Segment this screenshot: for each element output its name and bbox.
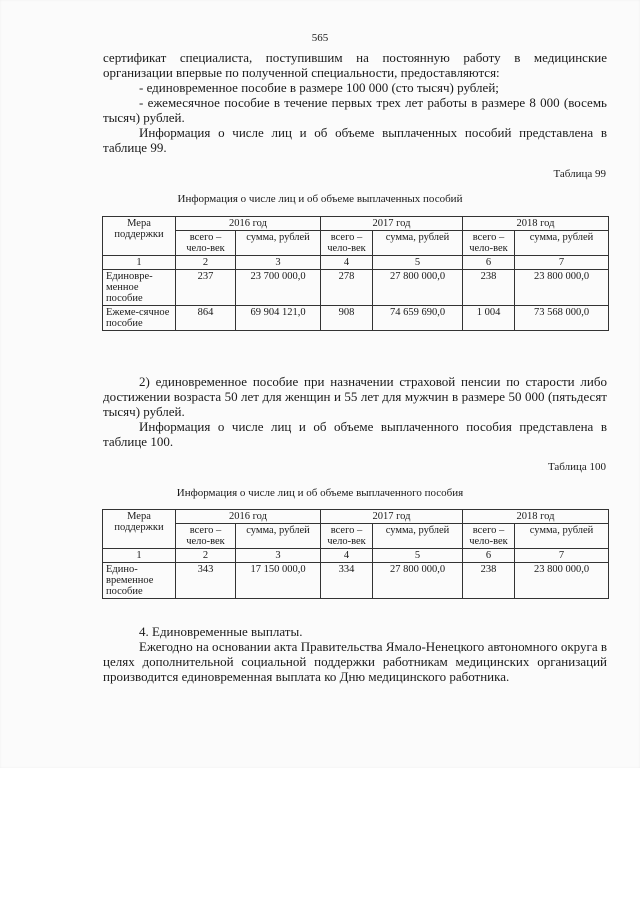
- table100-column-numbers: [103, 549, 609, 563]
- table100-subheader-sum: сумма, рублей: [515, 524, 609, 549]
- table99-header-year: 2016 год: [176, 217, 321, 231]
- table100-label: Таблица 100: [547, 461, 606, 473]
- table100-header-year: 2017 год: [321, 510, 463, 524]
- cell-people: 864: [176, 306, 236, 331]
- table100-header-year: 2016 год: [176, 510, 321, 524]
- table99-subheader-sum: сумма, рублей: [236, 231, 321, 256]
- cell-sum: 17 150 000,0: [236, 563, 321, 599]
- table-row: [103, 563, 609, 599]
- col-number: 5: [373, 549, 463, 563]
- table99-header-year: 2017 год: [321, 217, 463, 231]
- page-number: 565: [311, 32, 329, 44]
- table99-title: Информация о числе лиц и об объеме выплаченных пособий: [177, 193, 463, 205]
- cell-sum: 73 568 000,0: [515, 306, 609, 331]
- table99-header-year: 2018 год: [463, 217, 609, 231]
- table100-subheader-sum: сумма, рублей: [373, 524, 463, 549]
- col-number: 7: [515, 549, 609, 563]
- intro-info-table99: Информация о числе лиц и об объеме выплаченных пособий представлена в таблице 99.: [103, 125, 607, 155]
- table99-column-numbers: [103, 256, 609, 270]
- cell-sum: 69 904 121,0: [236, 306, 321, 331]
- table100-title: Информация о числе лиц и об объеме выплаченного пособия: [176, 487, 464, 499]
- cell-people: 237: [176, 270, 236, 306]
- table99-subheader-people: всего – чело-век: [321, 231, 373, 256]
- cell-sum: 27 800 000,0: [373, 270, 463, 306]
- table99-subheader-sum: сумма, рублей: [373, 231, 463, 256]
- table-row: [103, 270, 609, 306]
- table99-subheader-people: всего – чело-век: [463, 231, 515, 256]
- cell-people: 278: [321, 270, 373, 306]
- cell-people: 238: [463, 270, 515, 306]
- cell-sum: 23 800 000,0: [515, 563, 609, 599]
- col-number: 1: [103, 256, 176, 270]
- middle-block: [103, 374, 607, 449]
- cell-people: 1 004: [463, 306, 515, 331]
- table-99: [102, 216, 609, 331]
- cell-people: 238: [463, 563, 515, 599]
- col-number: 3: [236, 256, 321, 270]
- intro-bullet-monthly: - ежемесячное пособие в течение первых трех лет работы в размере 8 000 (восемь тысяч) рублей.: [103, 95, 607, 125]
- intro-block: [103, 50, 607, 155]
- col-number: 7: [515, 256, 609, 270]
- row-measure: Едино-временное пособие: [103, 563, 176, 599]
- table99-subheader-sum: сумма, рублей: [515, 231, 609, 256]
- cell-sum: 23 700 000,0: [236, 270, 321, 306]
- table-row: [103, 306, 609, 331]
- col-number: 4: [321, 549, 373, 563]
- table99-header-measure: Мера поддержки: [103, 217, 176, 256]
- table100-subheader-sum: сумма, рублей: [236, 524, 321, 549]
- ending-block: [103, 624, 607, 684]
- col-number: 2: [176, 549, 236, 563]
- cell-people: 334: [321, 563, 373, 599]
- col-number: 6: [463, 256, 515, 270]
- col-number: 5: [373, 256, 463, 270]
- col-number: 4: [321, 256, 373, 270]
- intro-bullet-lump-sum: - единовременное пособие в размере 100 000 (сто тысяч) рублей;: [139, 80, 499, 95]
- row-measure: Единовре-менное пособие: [103, 270, 176, 306]
- item2-paragraph: 2) единовременное пособие при назначении страховой пенсии по старости либо достижении возраста 50 лет для женщин и 55 лет для мужчин в размере 50 000 (пятьдесят тысяч) рублей.: [103, 374, 607, 419]
- info-table100: Информация о числе лиц и об объеме выплаченного пособия представлена в таблице 100.: [103, 419, 607, 449]
- table99-subheader-people: всего – чело-век: [176, 231, 236, 256]
- table100-subheader-people: всего – чело-век: [176, 524, 236, 549]
- col-number: 2: [176, 256, 236, 270]
- table100-subheader-people: всего – чело-век: [463, 524, 515, 549]
- intro-paragraph: сертификат специалиста, поступившим на постоянную работу в медицинские организации впервые по полученной специальности, предоставляются:: [103, 50, 607, 80]
- table100-header-measure: Мера поддержки: [103, 510, 176, 549]
- col-number: 1: [103, 549, 176, 563]
- table100-subheader-people: всего – чело-век: [321, 524, 373, 549]
- table-100: [102, 509, 609, 599]
- cell-people: 343: [176, 563, 236, 599]
- section4-heading: 4. Единовременные выплаты.: [139, 624, 303, 639]
- col-number: 6: [463, 549, 515, 563]
- table99-label: Таблица 99: [553, 168, 606, 180]
- cell-people: 908: [321, 306, 373, 331]
- col-number: 3: [236, 549, 321, 563]
- cell-sum: 74 659 690,0: [373, 306, 463, 331]
- cell-sum: 27 800 000,0: [373, 563, 463, 599]
- table100-header-year: 2018 год: [463, 510, 609, 524]
- section4-paragraph: Ежегодно на основании акта Правительства Ямало-Ненецкого автономного округа в целях дополнительной социальной поддержки работникам медицинских организаций производится единовременная выплата ко Дню медицинского работника.: [103, 639, 607, 684]
- cell-sum: 23 800 000,0: [515, 270, 609, 306]
- row-measure: Ежеме-сячное пособие: [103, 306, 176, 331]
